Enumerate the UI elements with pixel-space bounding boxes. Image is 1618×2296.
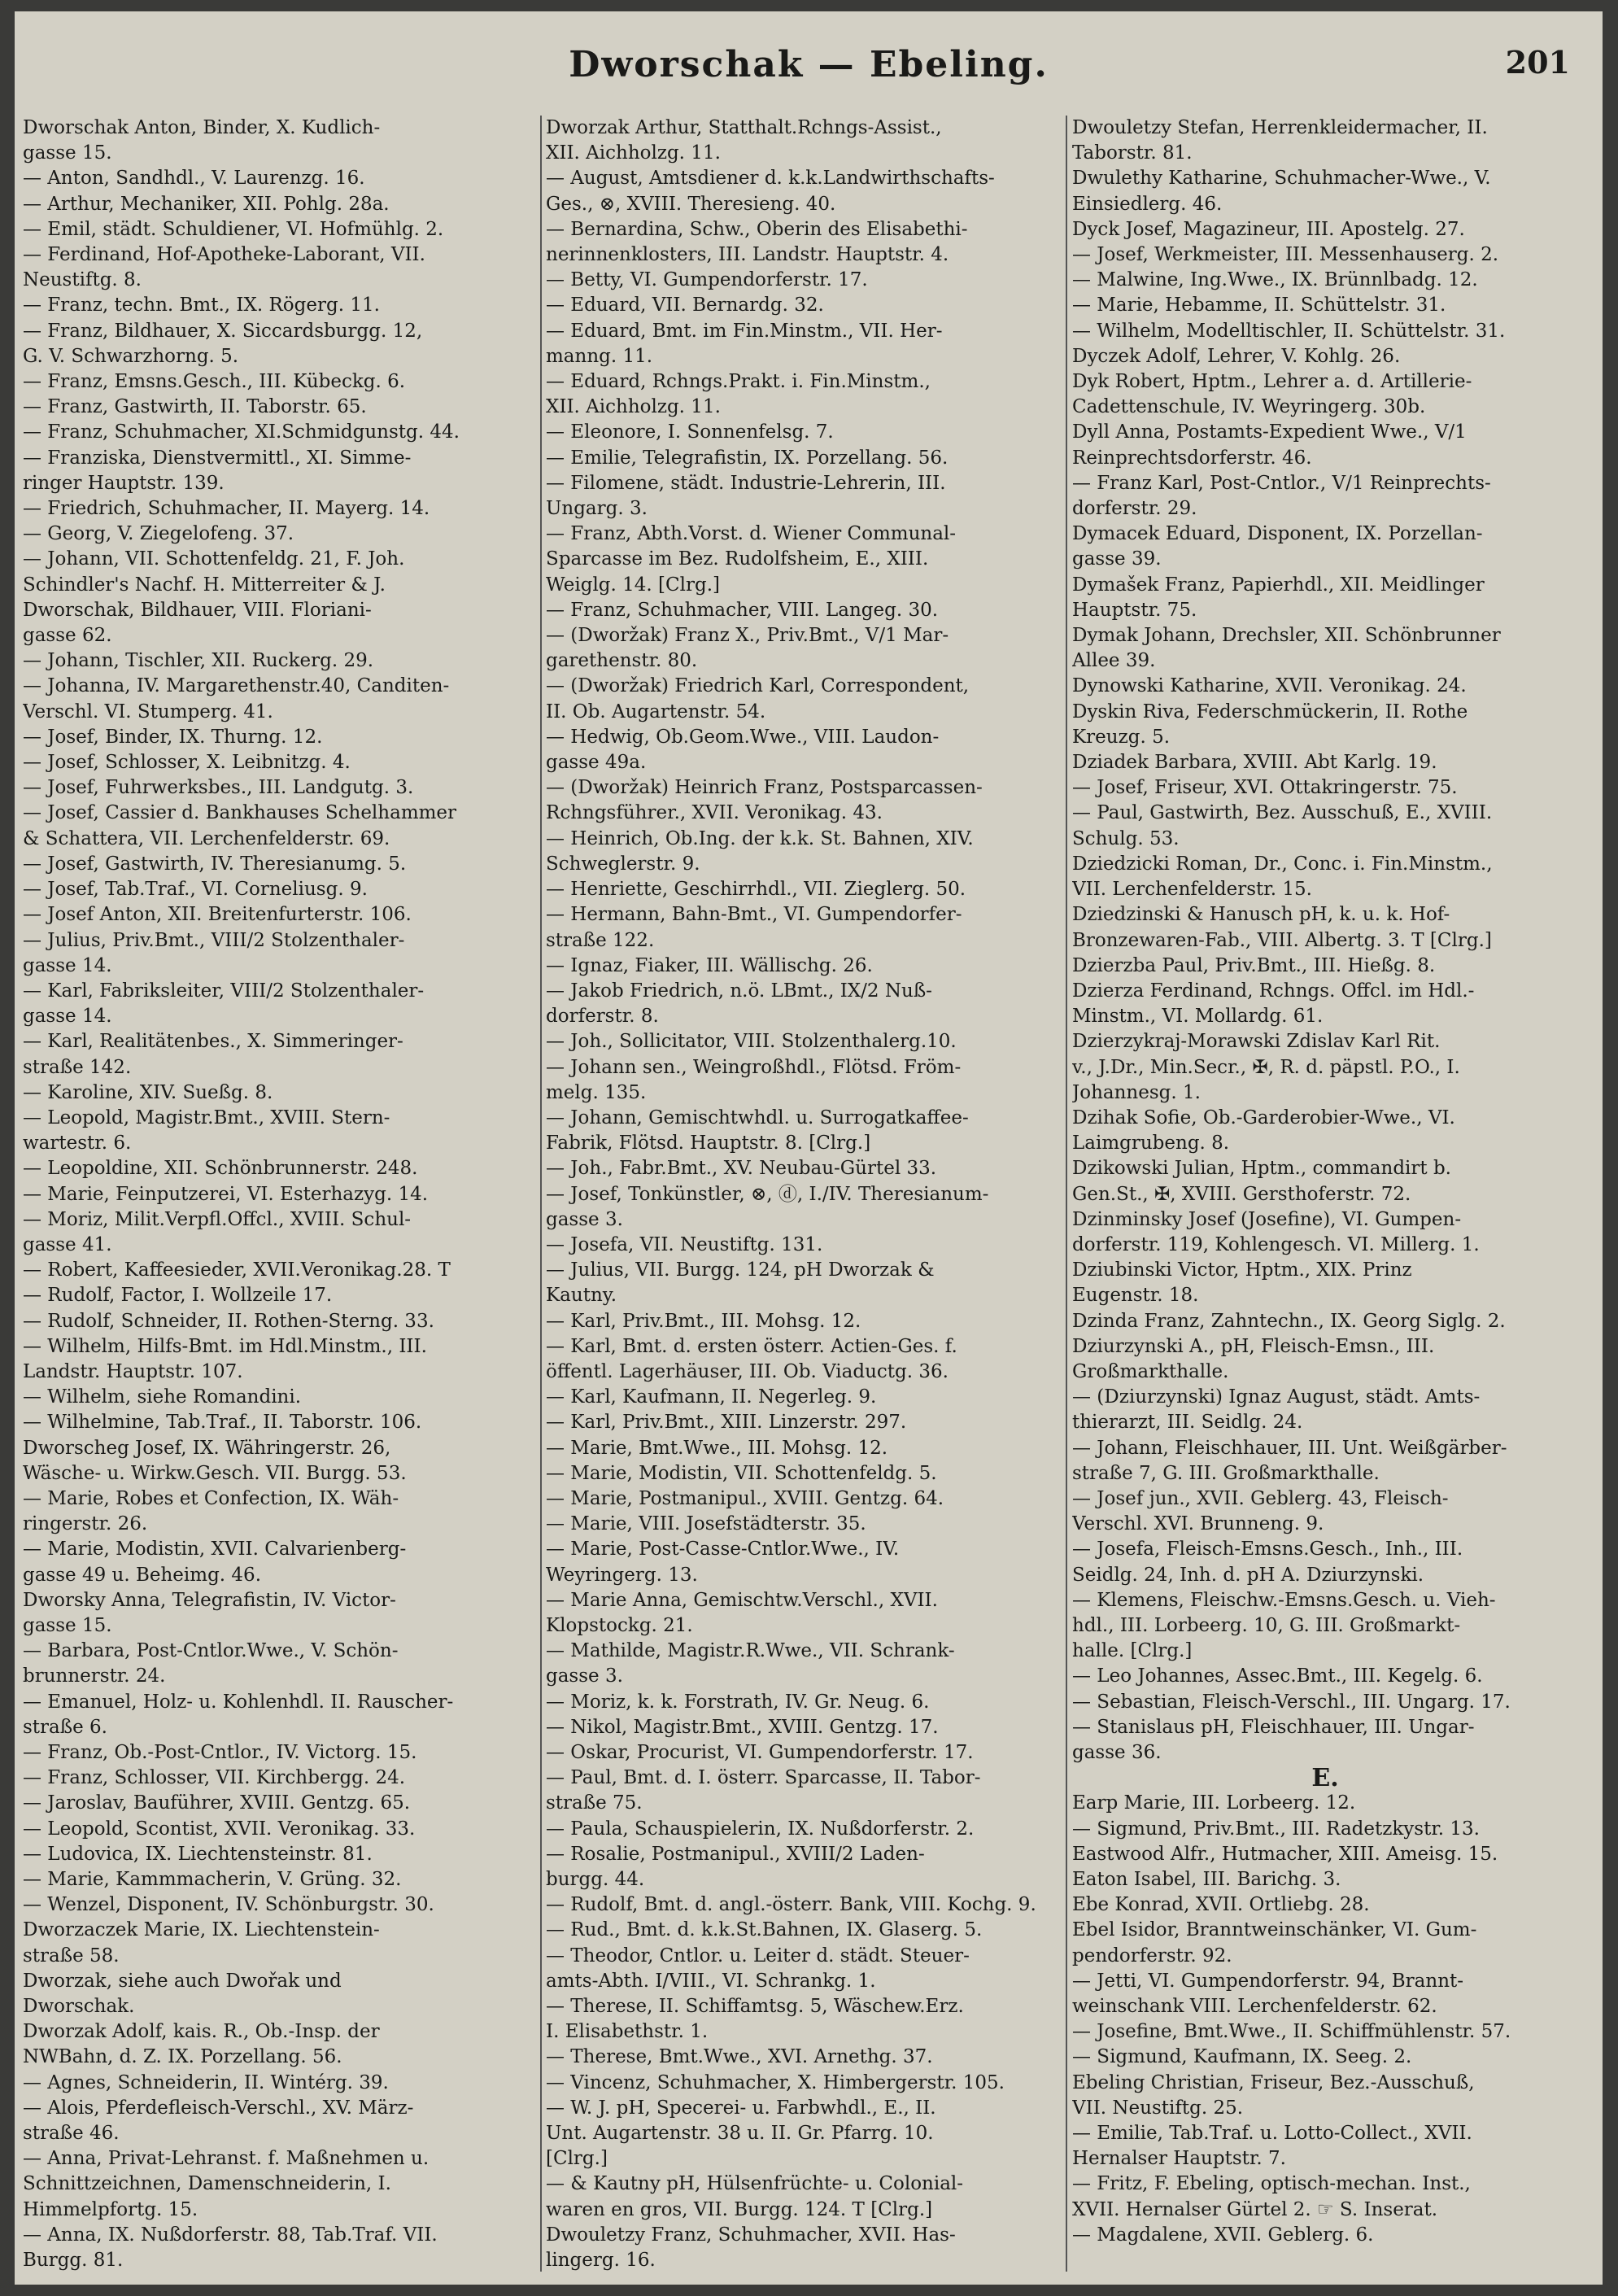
directory-entry-line: — Henriette, Geschirrhdl., VII. Zieglerg. 50. bbox=[546, 879, 966, 901]
directory-entry-line: Ebeling Christian, Friseur, Bez.-Ausschuß, bbox=[1072, 2071, 1475, 2093]
directory-entry-line: — Johann sen., Weingroßhdl., Flötsd. Fröm- bbox=[546, 1056, 962, 1078]
directory-entry-line: Gen.St., ✠, XVIII. Gersthoferstr. 72. bbox=[1072, 1183, 1411, 1205]
directory-entry-line: — Alois, Pferdefleisch-Verschl., XV. März- bbox=[23, 2097, 414, 2119]
directory-entry-line: Cadettenschule, IV. Weyringerg. 30b. bbox=[1072, 396, 1426, 418]
directory-entry-line: — Rosalie, Postmanipul., XVIII/2 Laden- bbox=[546, 1843, 925, 1865]
directory-entry-line: — Emilie, Telegrafistin, IX. Porzellang. 56. bbox=[546, 447, 949, 469]
directory-entry-line: — Josef, Friseur, XVI. Ottakringerstr. 75. bbox=[1072, 777, 1458, 799]
running-title: Dworschak — Ebeling. bbox=[569, 44, 1049, 85]
directory-entry-line: straße 122. bbox=[546, 929, 655, 951]
page-number: 201 bbox=[1505, 44, 1570, 81]
directory-entry-line: — Eduard, VII. Bernardg. 32. bbox=[546, 295, 824, 316]
directory-entry-line: pendorferstr. 92. bbox=[1072, 1945, 1232, 1966]
directory-entry-line: brunnerstr. 24. bbox=[23, 1665, 166, 1687]
directory-entry-line: — Franz, Gastwirth, II. Taborstr. 65. bbox=[23, 396, 367, 418]
directory-entry-line: garethenstr. 80. bbox=[546, 650, 698, 672]
directory-entry-line: — August, Amtsdiener d. k.k.Landwirthschafts- bbox=[546, 168, 995, 190]
directory-entry-line: — W. J. pH, Specerei- u. Farbwhdl., E., II. bbox=[546, 2097, 936, 2119]
directory-entry-line: — Josef, Gastwirth, IV. Theresianumg. 5. bbox=[23, 853, 407, 875]
directory-entry-line: — Marie, Kammmacherin, V. Grüng. 32. bbox=[23, 1869, 402, 1891]
directory-entry-line: Wäsche- u. Wirkw.Gesch. VII. Burgg. 53. bbox=[23, 1462, 407, 1484]
directory-entry-line: G. V. Schwarzhorng. 5. bbox=[23, 345, 239, 367]
directory-entry-line: straße 75. bbox=[546, 1792, 643, 1814]
directory-entry-line: — Anna, IX. Nußdorferstr. 88, Tab.Traf. VII. bbox=[23, 2224, 438, 2246]
directory-entry-line: — Robert, Kaffeesieder, XVII.Veronikag.28. T bbox=[23, 1259, 451, 1281]
directory-entry-line: Dyczek Adolf, Lehrer, V. Kohlg. 26. bbox=[1072, 345, 1401, 367]
directory-entry-line: — Franz, Schuhmacher, VIII. Langeg. 30. bbox=[546, 599, 939, 621]
directory-entry-line: XVII. Hernalser Gürtel 2. ☞ S. Inserat. bbox=[1072, 2198, 1438, 2220]
directory-entry-line: — Franz, Bildhauer, X. Siccardsburgg. 12, bbox=[23, 320, 423, 342]
directory-entry-line: straße 142. bbox=[23, 1056, 132, 1078]
directory-entry-line: Dziedzinski & Hanusch pH, k. u. k. Hof- bbox=[1072, 904, 1450, 926]
directory-entry-line: Dzinda Franz, Zahntechn., IX. Georg Siglg. 2. bbox=[1072, 1310, 1506, 1332]
directory-entry-line: Rchngsführer., XVII. Veronikag. 43. bbox=[546, 802, 883, 824]
directory-entry-line: Kreuzg. 5. bbox=[1072, 726, 1171, 748]
directory-entry-line: Sparcasse im Bez. Rudolfsheim, E., XIII. bbox=[546, 548, 929, 570]
column-1 bbox=[23, 116, 529, 2272]
directory-entry-line: Großmarkthalle. bbox=[1072, 1360, 1229, 1382]
directory-entry-line: Neustiftg. 8. bbox=[23, 269, 142, 291]
directory-entry-line: — Josef, Schlosser, X. Leibnitzg. 4. bbox=[23, 752, 351, 774]
directory-entry-line: — Josef, Cassier d. Bankhauses Schelhammer bbox=[23, 802, 457, 824]
directory-entry-line: — Johann, Gemischtwhdl. u. Surrogatkaffee- bbox=[546, 1107, 969, 1128]
directory-entry-line: hdl., III. Lorbeerg. 10, G. III. Großmarkt- bbox=[1072, 1614, 1461, 1636]
directory-entry-line: gasse 3. bbox=[546, 1208, 623, 1230]
directory-entry-line: — Leo Johannes, Assec.Bmt., III. Kegelg. 6. bbox=[1072, 1665, 1483, 1687]
directory-entry-line: — Jaroslav, Bauführer, XVIII. Gentzg. 65. bbox=[23, 1792, 411, 1814]
directory-entry-line: — Johann, VII. Schottenfeldg. 21, F. Joh. bbox=[23, 548, 405, 570]
directory-entry-line: Dynowski Katharine, XVII. Veronikag. 24. bbox=[1072, 675, 1467, 697]
directory-page bbox=[15, 11, 1603, 2285]
directory-entry-line: Dziedzicki Roman, Dr., Conc. i. Fin.Minstm., bbox=[1072, 853, 1493, 875]
directory-entry-line: Weiglg. 14. [Clrg.] bbox=[546, 574, 720, 596]
directory-entry-line: — Marie, Hebamme, II. Schüttelstr. 31. bbox=[1072, 295, 1446, 316]
directory-entry-line: Schweglerstr. 9. bbox=[546, 853, 700, 875]
directory-entry-line: — (Dziurzynski) Ignaz August, städt. Amts- bbox=[1072, 1386, 1481, 1408]
directory-entry-line: — Marie, VIII. Josefstädterstr. 35. bbox=[546, 1513, 866, 1535]
directory-entry-line: — Arthur, Mechaniker, XII. Pohlg. 28a. bbox=[23, 193, 390, 215]
directory-entry-line: Dyk Robert, Hptm., Lehrer a. d. Artillerie- bbox=[1072, 371, 1472, 393]
directory-entry-line: — Joh., Fabr.Bmt., XV. Neubau-Gürtel 33. bbox=[546, 1158, 937, 1180]
directory-entry-line: — Leopoldine, XII. Schönbrunnerstr. 248. bbox=[23, 1158, 418, 1180]
directory-entry-line: Verschl. XVI. Brunneng. 9. bbox=[1072, 1513, 1324, 1535]
directory-entry-line: Landstr. Hauptstr. 107. bbox=[23, 1360, 243, 1382]
directory-entry-line: Unt. Augartenstr. 38 u. II. Gr. Pfarrg. 10. bbox=[546, 2123, 934, 2145]
directory-entry-line: Hauptstr. 75. bbox=[1072, 599, 1197, 621]
directory-entry-line: — Johanna, IV. Margarethenstr.40, Canditen- bbox=[23, 675, 450, 697]
directory-entry-line: Dworzak Adolf, kais. R., Ob.-Insp. der bbox=[23, 2021, 380, 2043]
directory-entry-line: — Sigmund, Priv.Bmt., III. Radetzkystr. 13. bbox=[1072, 1818, 1480, 1840]
directory-entry-line: — Marie, Robes et Confection, IX. Wäh- bbox=[23, 1487, 399, 1509]
directory-entry-line: Reinprechtsdorferstr. 46. bbox=[1072, 447, 1312, 469]
directory-entry-line: Dwouletzy Stefan, Herrenkleidermacher, II. bbox=[1072, 117, 1488, 138]
directory-entry-line: Himmelpfortg. 15. bbox=[23, 2198, 198, 2220]
directory-entry-line: — Ignaz, Fiaker, III. Wällischg. 26. bbox=[546, 954, 873, 976]
directory-entry-line: VII. Neustiftg. 25. bbox=[1072, 2097, 1244, 2119]
directory-entry-line: waren en gros, VII. Burgg. 124. T [Clrg.] bbox=[546, 2198, 933, 2220]
directory-entry-line: — Franz Karl, Post-Cntlor., V/1 Reinprechts- bbox=[1072, 472, 1491, 494]
directory-entry-line: gasse 49 u. Beheimg. 46. bbox=[23, 1564, 262, 1586]
directory-entry-line: — Marie, Feinputzerei, VI. Esterhazyg. 14. bbox=[23, 1183, 429, 1205]
directory-entry-line: — Hermann, Bahn-Bmt., VI. Gumpendorfer- bbox=[546, 904, 962, 926]
directory-entry-line: Dworsky Anna, Telegrafistin, IV. Victor- bbox=[23, 1589, 396, 1611]
directory-entry-line: — Karl, Bmt. d. ersten österr. Actien-Ges. f. bbox=[546, 1335, 957, 1357]
directory-entry-line: Ungarg. 3. bbox=[546, 498, 648, 520]
directory-entry-line: Klopstockg. 21. bbox=[546, 1614, 693, 1636]
directory-entry-line: — (Dworžak) Franz X., Priv.Bmt., V/1 Mar- bbox=[546, 625, 949, 647]
directory-entry-line: Allee 39. bbox=[1072, 650, 1156, 672]
directory-entry-line: XII. Aichholzg. 11. bbox=[546, 396, 721, 418]
directory-entry-line: — Eduard, Bmt. im Fin.Minstm., VII. Her- bbox=[546, 320, 943, 342]
directory-entry-line: — Sebastian, Fleisch-Verschl., III. Ungarg. 17. bbox=[1072, 1691, 1511, 1713]
directory-entry-line: Dziadek Barbara, XVIII. Abt Karlg. 19. bbox=[1072, 752, 1437, 774]
directory-entry-line: Dyck Josef, Magazineur, III. Apostelg. 27. bbox=[1072, 218, 1465, 240]
directory-entry-line: — Leopold, Scontist, XVII. Veronikag. 33. bbox=[23, 1818, 416, 1840]
directory-entry-line: Dzihak Sofie, Ob.-Garderobier-Wwe., VI. bbox=[1072, 1107, 1455, 1128]
directory-entry-line: gasse 14. bbox=[23, 954, 112, 976]
directory-entry-line: Dymak Johann, Drechsler, XII. Schönbrunner bbox=[1072, 625, 1501, 647]
directory-entry-line: — Georg, V. Ziegelofeng. 37. bbox=[23, 523, 294, 545]
directory-entry-line: Dymacek Eduard, Disponent, IX. Porzellan- bbox=[1072, 523, 1483, 545]
directory-entry-line: melg. 135. bbox=[546, 1081, 647, 1103]
directory-entry-line: — Hedwig, Ob.Geom.Wwe., VIII. Laudon- bbox=[546, 726, 940, 748]
directory-entry-line: ringerstr. 26. bbox=[23, 1513, 148, 1535]
directory-entry-line: — Jakob Friedrich, n.ö. LBmt., IX/2 Nuß- bbox=[546, 980, 932, 1002]
directory-entry-line: — Paul, Bmt. d. I. österr. Sparcasse, II. Tabor- bbox=[546, 1767, 981, 1789]
directory-entry-line: — Stanislaus pH, Fleischhauer, III. Ungar- bbox=[1072, 1716, 1475, 1738]
directory-entry-line: Dworzak Arthur, Statthalt.Rchngs-Assist., bbox=[546, 117, 942, 138]
directory-entry-line: — Vincenz, Schuhmacher, X. Himbergerstr. 105. bbox=[546, 2071, 1005, 2093]
directory-entry-line: — Rud., Bmt. d. k.k.St.Bahnen, IX. Glaserg. 5. bbox=[546, 1919, 983, 1941]
directory-entry-line: Johannesg. 1. bbox=[1072, 1081, 1201, 1103]
directory-entry-line: gasse 15. bbox=[23, 1614, 112, 1636]
directory-entry-line: — Franz, Schlosser, VII. Kirchbergg. 24. bbox=[23, 1767, 406, 1789]
directory-entry-line: gasse 14. bbox=[23, 1006, 112, 1028]
directory-entry-line: — Marie, Post-Casse-Cntlor.Wwe., IV. bbox=[546, 1539, 900, 1560]
directory-entry-line: lingerg. 16. bbox=[546, 2250, 656, 2272]
directory-entry-line: — Anton, Sandhdl., V. Laurenzg. 16. bbox=[23, 168, 365, 190]
directory-entry-line: NWBahn, d. Z. IX. Porzellang. 56. bbox=[23, 2046, 342, 2068]
directory-entry-line: gasse 15. bbox=[23, 142, 112, 164]
directory-entry-line: v., J.Dr., Min.Secr., ✠, R. d. päpstl. P.O., I. bbox=[1072, 1056, 1460, 1078]
directory-entry-line: straße 6. bbox=[23, 1716, 107, 1738]
directory-entry-line: — Nikol, Magistr.Bmt., XVIII. Gentzg. 17. bbox=[546, 1716, 939, 1738]
directory-entry-line: — Karl, Priv.Bmt., XIII. Linzerstr. 297. bbox=[546, 1412, 907, 1434]
directory-entry-line: Dzierza Ferdinand, Rchngs. Offcl. im Hdl.- bbox=[1072, 980, 1475, 1002]
directory-entry-line: gasse 39. bbox=[1072, 548, 1162, 570]
directory-entry-line: Minstm., VI. Mollardg. 61. bbox=[1072, 1006, 1324, 1028]
directory-entry-line: Dziubinski Victor, Hptm., XIX. Prinz bbox=[1072, 1259, 1412, 1281]
column-rule bbox=[540, 116, 542, 2272]
directory-entry-line: — Franz, techn. Bmt., IX. Rögerg. 11. bbox=[23, 295, 380, 316]
directory-entry-line: — Wilhelm, siehe Romandini. bbox=[23, 1386, 302, 1408]
directory-entry-line: ringer Hauptstr. 139. bbox=[23, 472, 225, 494]
directory-entry-line: Dyskin Riva, Federschmückerin, II. Rothe bbox=[1072, 701, 1468, 722]
directory-entry-line: — Karl, Realitätenbes., X. Simmeringer- bbox=[23, 1031, 403, 1053]
directory-entry-line: — Marie, Modistin, VII. Schottenfeldg. 5. bbox=[546, 1462, 937, 1484]
directory-entry-line: — Franz, Emsns.Gesch., III. Kübeckg. 6. bbox=[23, 371, 406, 393]
directory-entry-line: II. Ob. Augartenstr. 54. bbox=[546, 701, 766, 722]
directory-entry-line: — Johann, Tischler, XII. Ruckerg. 29. bbox=[23, 650, 374, 672]
directory-entry-line: Eastwood Alfr., Hutmacher, XIII. Ameisg. 15. bbox=[1072, 1843, 1498, 1865]
directory-entry-line: — Anna, Privat-Lehranst. f. Maßnehmen u. bbox=[23, 2148, 430, 2170]
directory-entry-line: Schulg. 53. bbox=[1072, 827, 1180, 849]
directory-entry-line: — Jetti, VI. Gumpendorferstr. 94, Brannt- bbox=[1072, 1970, 1464, 1992]
directory-entry-line: — Mathilde, Magistr.R.Wwe., VII. Schrank- bbox=[546, 1640, 955, 1662]
directory-entry-line: Dymašek Franz, Papierhdl., XII. Meidlinger bbox=[1072, 574, 1485, 596]
directory-entry-line: — Therese, Bmt.Wwe., XVI. Arnethg. 37. bbox=[546, 2046, 933, 2068]
directory-entry-line: — Josef, Fuhrwerksbes., III. Landgutg. 3. bbox=[23, 777, 414, 799]
directory-entry-line: [Clrg.] bbox=[546, 2148, 608, 2170]
directory-entry-line: — Emilie, Tab.Traf. u. Lotto-Collect., XVII. bbox=[1072, 2123, 1472, 2145]
directory-entry-line: Dzinminsky Josef (Josefine), VI. Gumpen- bbox=[1072, 1208, 1462, 1230]
directory-entry-line: — Moriz, k. k. Forstrath, IV. Gr. Neug. 6. bbox=[546, 1691, 930, 1713]
directory-entry-line: — Ludovica, IX. Liechtensteinstr. 81. bbox=[23, 1843, 373, 1865]
directory-entry-line: XII. Aichholzg. 11. bbox=[546, 142, 721, 164]
directory-entry-line: — Josefa, VII. Neustiftg. 131. bbox=[546, 1233, 823, 1255]
directory-entry-line: — Josef, Binder, IX. Thurng. 12. bbox=[23, 726, 323, 748]
directory-entry-line: dorferstr. 119, Kohlengesch. VI. Millerg. 1. bbox=[1072, 1233, 1480, 1255]
directory-entry-line: — Wilhelmine, Tab.Traf., II. Taborstr. 106. bbox=[23, 1412, 422, 1434]
directory-entry-line: Dworschak. bbox=[23, 1996, 135, 2018]
directory-entry-line: dorferstr. 8. bbox=[546, 1006, 659, 1028]
directory-entry-line: Hernalser Hauptstr. 7. bbox=[1072, 2148, 1286, 2170]
directory-entry-line: Dzierzba Paul, Priv.Bmt., III. Hießg. 8. bbox=[1072, 954, 1436, 976]
directory-entry-line: Dwouletzy Franz, Schuhmacher, XVII. Has- bbox=[546, 2224, 956, 2246]
directory-entry-line: Ebel Isidor, Branntweinschänker, VI. Gum- bbox=[1072, 1919, 1477, 1941]
directory-entry-line: — Emanuel, Holz- u. Kohlenhdl. II. Rauscher- bbox=[23, 1691, 454, 1713]
directory-entry-line: — Josef Anton, XII. Breitenfurterstr. 106. bbox=[23, 904, 412, 926]
directory-entry-line: — Franz, Schuhmacher, XI.Schmidgunstg. 44. bbox=[23, 421, 460, 443]
directory-entry-line: Schindler's Nachf. H. Mitterreiter & J. bbox=[23, 574, 386, 596]
directory-entry-line: — Paul, Gastwirth, Bez. Ausschuß, E., XVIII. bbox=[1072, 802, 1493, 824]
directory-entry-line: Dworschak Anton, Binder, X. Kudlich- bbox=[23, 117, 381, 138]
directory-entry-line: — Karl, Fabriksleiter, VIII/2 Stolzenthaler- bbox=[23, 980, 425, 1002]
directory-entry-line: — Franziska, Dienstvermittl., XI. Simme- bbox=[23, 447, 412, 469]
directory-entry-line: gasse 62. bbox=[23, 625, 112, 647]
directory-entry-line: Kautny. bbox=[546, 1285, 617, 1307]
directory-entry-line: weinschank VIII. Lerchenfelderstr. 62. bbox=[1072, 1996, 1437, 2018]
directory-entry-line: — Oskar, Procurist, VI. Gumpendorferstr. 17. bbox=[546, 1742, 974, 1763]
directory-entry-line: — Marie, Modistin, XVII. Calvarienberg- bbox=[23, 1539, 407, 1560]
directory-entry-line: Burgg. 81. bbox=[23, 2250, 124, 2272]
directory-entry-line: — Franz, Abth.Vorst. d. Wiener Communal- bbox=[546, 523, 957, 545]
directory-entry-line: dorferstr. 29. bbox=[1072, 498, 1197, 520]
directory-entry-line: Earp Marie, III. Lorbeerg. 12. bbox=[1072, 1792, 1356, 1814]
directory-entry-line: Eugenstr. 18. bbox=[1072, 1285, 1199, 1307]
directory-entry-line: — Leopold, Magistr.Bmt., XVIII. Stern- bbox=[23, 1107, 390, 1128]
directory-entry-line: — Therese, II. Schiffamtsg. 5, Wäschew.Erz. bbox=[546, 1996, 964, 2018]
directory-entry-line: — Emil, städt. Schuldiener, VI. Hofmühlg. 2. bbox=[23, 218, 444, 240]
directory-entry-line: Laimgrubeng. 8. bbox=[1072, 1133, 1230, 1155]
directory-entry-line: Dworzaczek Marie, IX. Liechtenstein- bbox=[23, 1919, 380, 1941]
column-3 bbox=[1072, 116, 1578, 2272]
directory-entry-line: — Sigmund, Kaufmann, IX. Seeg. 2. bbox=[1072, 2046, 1412, 2068]
directory-entry-line: — Heinrich, Ob.Ing. der k.k. St. Bahnen, XIV. bbox=[546, 827, 974, 849]
directory-entry-line: Dworscheg Josef, IX. Währingerstr. 26, bbox=[23, 1437, 391, 1459]
directory-entry-line: — Filomene, städt. Industrie-Lehrerin, III. bbox=[546, 472, 946, 494]
directory-entry-line: VII. Lerchenfelderstr. 15. bbox=[1072, 879, 1312, 901]
directory-entry-line: — Julius, VII. Burgg. 124, pH Dworzak & bbox=[546, 1259, 935, 1281]
directory-entry-line: — Magdalene, XVII. Geblerg. 6. bbox=[1072, 2224, 1374, 2246]
directory-entry-line: — Eduard, Rchngs.Prakt. i. Fin.Minstm., bbox=[546, 371, 931, 393]
directory-entry-line: — Marie, Postmanipul., XVIII. Gentzg. 64. bbox=[546, 1487, 944, 1509]
directory-entry-line: — Joh., Sollicitator, VIII. Stolzenthalerg.10. bbox=[546, 1031, 957, 1053]
column-rule bbox=[1066, 116, 1067, 2272]
directory-entry-line: Ebe Konrad, XVII. Ortliebg. 28. bbox=[1072, 1894, 1370, 1916]
directory-entry-line: — Julius, Priv.Bmt., VIII/2 Stolzenthaler- bbox=[23, 929, 405, 951]
directory-entry-line: — Josef, Werkmeister, III. Messenhauserg. 2. bbox=[1072, 244, 1499, 266]
directory-entry-line: Eaton Isabel, III. Barichg. 3. bbox=[1072, 1869, 1341, 1891]
directory-entry-line: — Franz, Ob.-Post-Cntlor., IV. Victorg. 15. bbox=[23, 1742, 417, 1763]
section-letter: E. bbox=[1311, 1766, 1339, 1792]
directory-entry-line: Dzierzykraj-Morawski Zdislav Karl Rit. bbox=[1072, 1031, 1441, 1053]
directory-entry-line: & Schattera, VII. Lerchenfelderstr. 69. bbox=[23, 827, 390, 849]
column-2 bbox=[546, 116, 1052, 2272]
directory-entry-line: manng. 11. bbox=[546, 345, 653, 367]
directory-entry-line: — Malwine, Ing.Wwe., IX. Brünnlbadg. 12. bbox=[1072, 269, 1478, 291]
directory-entry-line: — Josefine, Bmt.Wwe., II. Schiffmühlenstr. 57. bbox=[1072, 2021, 1511, 2043]
directory-entry-line: Dyll Anna, Postamts-Expedient Wwe., V/1 bbox=[1072, 421, 1467, 443]
directory-entry-line: Weyringerg. 13. bbox=[546, 1564, 698, 1586]
directory-entry-line: öffentl. Lagerhäuser, III. Ob. Viaductg. 36. bbox=[546, 1360, 949, 1382]
directory-entry-line: — & Kautny pH, Hülsenfrüchte- u. Colonial- bbox=[546, 2173, 964, 2195]
directory-entry-line: — Ferdinand, Hof-Apotheke-Laborant, VII. bbox=[23, 244, 425, 266]
directory-entry-line: Verschl. VI. Stumperg. 41. bbox=[23, 701, 273, 722]
directory-entry-line: — Rudolf, Bmt. d. angl.-österr. Bank, VIII. Kochg. 9. bbox=[546, 1894, 1036, 1916]
directory-entry-line: — Karl, Kaufmann, II. Negerleg. 9. bbox=[546, 1386, 877, 1408]
directory-entry-line: — Johann, Fleischhauer, III. Unt. Weißgärber- bbox=[1072, 1437, 1507, 1459]
directory-entry-line: — Marie Anna, Gemischtw.Verschl., XVII. bbox=[546, 1589, 938, 1611]
directory-entry-line: straße 7, G. III. Großmarkthalle. bbox=[1072, 1462, 1380, 1484]
directory-entry-line: — Barbara, Post-Cntlor.Wwe., V. Schön- bbox=[23, 1640, 399, 1662]
directory-entry-line: amts-Abth. I/VIII., VI. Schrankg. 1. bbox=[546, 1970, 876, 1992]
directory-entry-line: wartestr. 6. bbox=[23, 1133, 132, 1155]
directory-entry-line: I. Elisabethstr. 1. bbox=[546, 2021, 709, 2043]
directory-columns bbox=[23, 116, 1589, 2272]
directory-entry-line: — Karoline, XIV. Sueßg. 8. bbox=[23, 1081, 273, 1103]
directory-entry-line: Schnittzeichnen, Damenschneiderin, I. bbox=[23, 2173, 391, 2195]
directory-entry-line: — Bernardina, Schw., Oberin des Elisabethi- bbox=[546, 218, 968, 240]
directory-entry-line: Dworschak, Bildhauer, VIII. Floriani- bbox=[23, 599, 372, 621]
directory-entry-line: — Rudolf, Schneider, II. Rothen-Sterng. 33. bbox=[23, 1310, 434, 1332]
directory-entry-line: — Friedrich, Schuhmacher, II. Mayerg. 14. bbox=[23, 498, 430, 520]
directory-entry-line: Dzikowski Julian, Hptm., commandirt b. bbox=[1072, 1158, 1451, 1180]
directory-entry-line: Seidlg. 24, Inh. d. pH A. Dziurzynski. bbox=[1072, 1564, 1424, 1586]
directory-entry-line: — Klemens, Fleischw.-Emsns.Gesch. u. Vieh- bbox=[1072, 1589, 1496, 1611]
directory-entry-line: — Betty, VI. Gumpendorferstr. 17. bbox=[546, 269, 868, 291]
directory-entry-line: — Agnes, Schneiderin, II. Wintérg. 39. bbox=[23, 2071, 389, 2093]
directory-entry-line: gasse 36. bbox=[1072, 1742, 1162, 1763]
directory-entry-line: straße 46. bbox=[23, 2123, 120, 2145]
directory-entry-line: — Karl, Priv.Bmt., III. Mohsg. 12. bbox=[546, 1310, 861, 1332]
directory-entry-line: — (Dworžak) Friedrich Karl, Correspondent, bbox=[546, 675, 970, 697]
directory-entry-line: burgg. 44. bbox=[546, 1869, 645, 1891]
page-header bbox=[15, 44, 1603, 93]
directory-entry-line: halle. [Clrg.] bbox=[1072, 1640, 1193, 1662]
directory-entry-line: nerinnenklosters, III. Landstr. Hauptstr. 4. bbox=[546, 244, 949, 266]
directory-entry-line: straße 58. bbox=[23, 1945, 120, 1966]
directory-entry-line: — Eleonore, I. Sonnenfelsg. 7. bbox=[546, 421, 834, 443]
directory-entry-line: — Wenzel, Disponent, IV. Schönburgstr. 30. bbox=[23, 1894, 434, 1916]
directory-entry-line: — Wilhelm, Modelltischler, II. Schüttelstr. 31. bbox=[1072, 320, 1506, 342]
directory-entry-line: — Moriz, Milit.Verpfl.Offcl., XVIII. Schul- bbox=[23, 1208, 412, 1230]
directory-entry-line: gasse 49a. bbox=[546, 752, 647, 774]
directory-entry-line: Taborstr. 81. bbox=[1072, 142, 1193, 164]
directory-entry-line: Dworzak, siehe auch Dwořak und bbox=[23, 1970, 342, 1992]
directory-entry-line: — Josef jun., XVII. Geblerg. 43, Fleisch- bbox=[1072, 1487, 1449, 1509]
directory-entry-line: Dwulethy Katharine, Schuhmacher-Wwe., V. bbox=[1072, 168, 1491, 190]
directory-entry-line: — Theodor, Cntlor. u. Leiter d. städt. Steuer- bbox=[546, 1945, 970, 1966]
directory-entry-line: Einsiedlerg. 46. bbox=[1072, 193, 1223, 215]
directory-entry-line: — (Dworžak) Heinrich Franz, Postsparcassen- bbox=[546, 777, 983, 799]
directory-entry-line: gasse 41. bbox=[23, 1233, 112, 1255]
directory-entry-line: — Josefa, Fleisch-Emsns.Gesch., Inh., III. bbox=[1072, 1539, 1463, 1560]
directory-entry-line: — Wilhelm, Hilfs-Bmt. im Hdl.Minstm., III. bbox=[23, 1335, 427, 1357]
directory-entry-line: Bronzewaren-Fab., VIII. Albertg. 3. T [Clrg.] bbox=[1072, 929, 1492, 951]
directory-entry-line: — Josef, Tonkünstler, ⊗, ⓓ, I./IV. Theresianum- bbox=[546, 1183, 989, 1205]
directory-entry-line: Dziurzynski A., pH, Fleisch-Emsn., III. bbox=[1072, 1335, 1435, 1357]
directory-entry-line: thierarzt, III. Seidlg. 24. bbox=[1072, 1412, 1303, 1434]
directory-entry-line: gasse 3. bbox=[546, 1665, 623, 1687]
directory-entry-line: — Fritz, F. Ebeling, optisch-mechan. Inst., bbox=[1072, 2173, 1471, 2195]
directory-entry-line: — Josef, Tab.Traf., VI. Corneliusg. 9. bbox=[23, 879, 368, 901]
directory-entry-line: — Marie, Bmt.Wwe., III. Mohsg. 12. bbox=[546, 1437, 888, 1459]
directory-entry-line: — Rudolf, Factor, I. Wollzeile 17. bbox=[23, 1285, 333, 1307]
directory-entry-line: — Paula, Schauspielerin, IX. Nußdorferstr. 2. bbox=[546, 1818, 975, 1840]
directory-entry-line: Fabrik, Flötsd. Hauptstr. 8. [Clrg.] bbox=[546, 1133, 871, 1155]
directory-entry-line: Ges., ⊗, XVIII. Theresieng. 40. bbox=[546, 193, 836, 215]
